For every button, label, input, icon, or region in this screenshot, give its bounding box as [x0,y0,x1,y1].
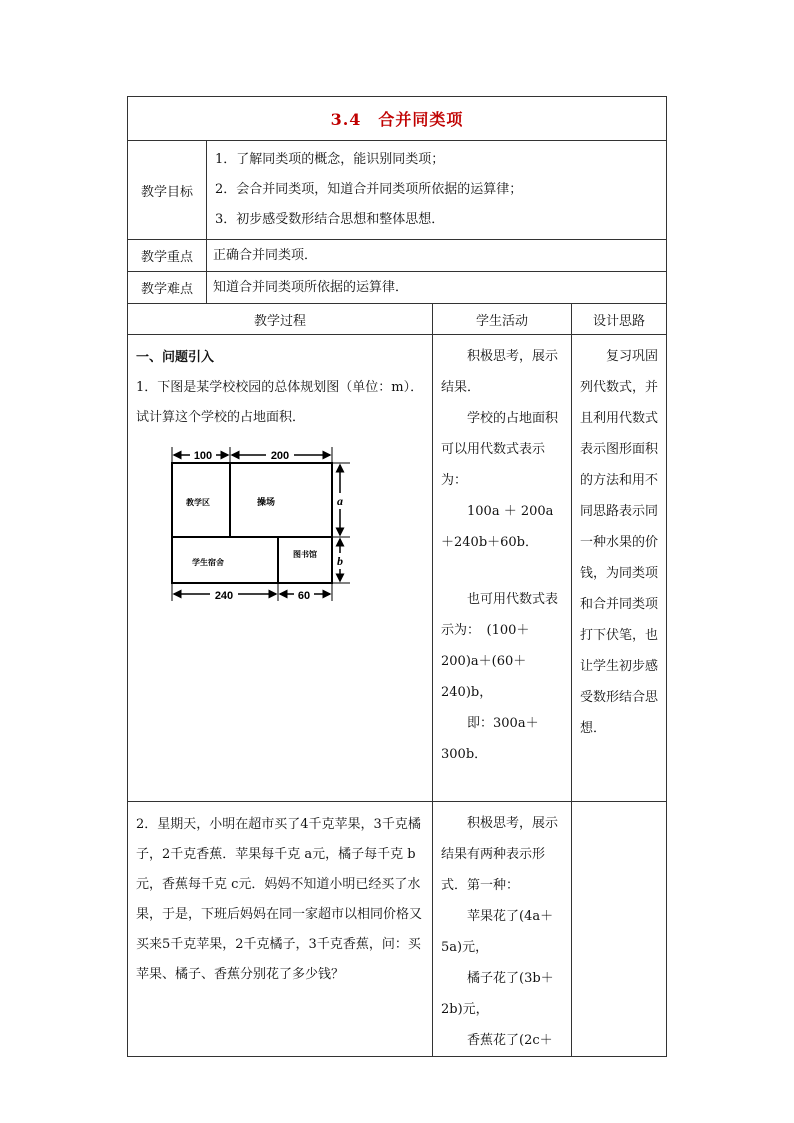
page-title: 3.4 合并同类项 [330,110,464,129]
goal-item: 2．会合并同类项，知道合并同类项所依据的运算律； [215,182,523,197]
student-text: 学校的占地面积可以用代数式表示为： [441,411,559,488]
process-cell-2 [128,802,433,1057]
dim-top-right: 200 [270,450,290,462]
section-heading: 一、问题引入 [136,350,215,365]
lesson-plan-page [127,96,666,1057]
student-text: 积极思考，展示结果． [441,349,559,395]
student-text: 苹果花了(4a＋5a)元， [441,909,554,955]
design-cell-1 [572,335,667,802]
area-teaching: 教学区 [186,497,210,507]
student-cell-2 [433,802,572,1057]
goal-item: 3．初步感受数形结合思想和整体思想． [215,212,445,227]
campus-plan-diagram [160,443,360,603]
area-playground: 操场 [256,498,276,508]
question-2: 2．星期天，小明在超市买了4千克苹果，3千克橘子，2千克香蕉．苹果每千克 a元，橘子每千克 b元，香蕉每千克 c元．妈妈不知道小明已经买了水果，于是，下班后妈妈在同一家超市以相同价格又买来5千克苹果，2千克橘子，3千克香蕉，问：买苹果、橘子、香蕉分别花了多少钱？ [136,817,423,982]
key-point-text: 正确合并同类项． [207,240,667,272]
question-1: 1．下图是某学校校园的总体规划图（单位：m）．试计算这个学校的占地面积． [136,380,424,425]
dim-side-a: a [337,494,343,508]
student-text: 香蕉花了(2c＋ [467,1033,553,1048]
design-text: 复习巩固列代数式，并且利用代数式表示图形面积的方法和用不同思路表示同一种水果的价钱，为同类项和合并同类项打下伏笔，也让学生初步感受数形结合思想． [580,349,659,736]
dim-bottom-left: 240 [214,590,234,602]
dim-side-b: b [337,554,343,568]
goals-cell [207,141,667,240]
column-header-process: 教学过程 [128,304,433,335]
area-dormitory: 学生宿舍 [192,557,224,567]
difficult-point-label: 教学难点 [128,272,207,304]
column-header-design: 设计思路 [572,304,667,335]
process-cell-1 [128,335,433,802]
difficult-point-text: 知道合并同类项所依据的运算律． [207,272,667,304]
student-cell-1 [433,335,572,802]
goal-item: 1．了解同类项的概念，能识别同类项； [215,152,445,167]
student-expression: 100a ＋ 200a＋240b＋60b． [441,504,554,550]
title-cell [128,97,667,141]
student-text: 也可用代数式表示为： (100＋200)a＋(60＋240)b， [441,592,559,700]
key-point-label: 教学重点 [128,240,207,272]
design-cell-2 [572,802,667,1057]
student-text: 橘子花了(3b＋2b)元， [441,971,554,1017]
student-text: 即：300a＋300b． [441,716,539,762]
column-header-student: 学生活动 [433,304,572,335]
dim-top-left: 100 [193,450,213,462]
area-library: 图书馆 [293,549,317,559]
goals-label: 教学目标 [128,141,207,240]
lesson-plan-table [127,96,667,1057]
dim-bottom-right: 60 [297,590,311,602]
student-text: 积极思考，展示结果有两种表示形式．第一种： [441,816,559,893]
